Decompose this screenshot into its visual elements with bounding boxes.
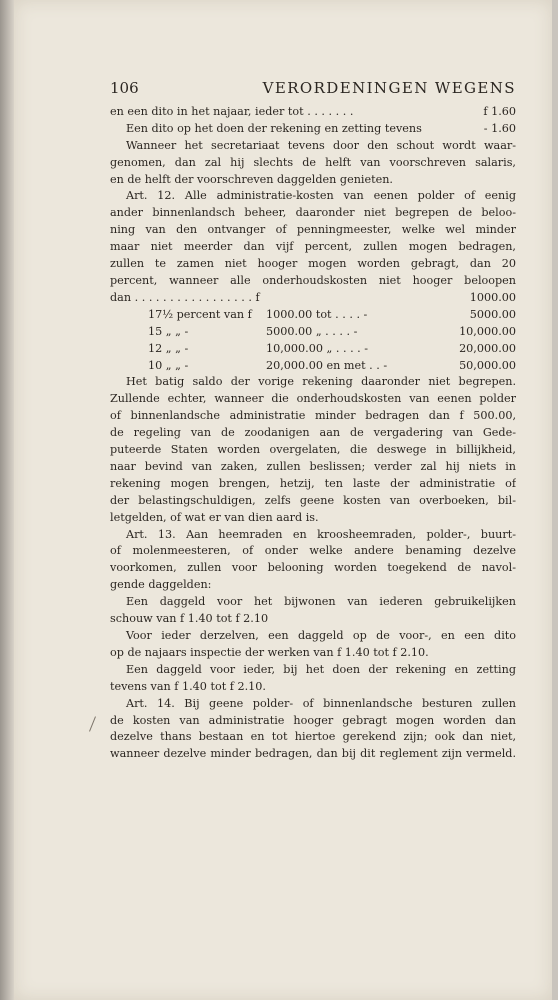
text-line: Art. 13. Aan heemraden en kroosheemraden, polder-, buurt- [126, 527, 516, 541]
line-left-text: en een dito in het najaar, ieder tot . . . . . . . [110, 104, 354, 118]
text-line [110, 104, 516, 121]
body-text-part-2 [110, 374, 516, 763]
text-line: Zullende echter, wanneer die onderhoudskosten van eenen polder [110, 392, 516, 406]
text-line [110, 121, 516, 138]
percentage-table [110, 307, 516, 375]
text-line: de kosten van administratie hooger gebragt mogen worden dan [110, 713, 516, 727]
rate-column: 12 „ „ - [148, 341, 189, 355]
text-line: de regeling van de zoodanigen aan de vergadering van Gede- [110, 426, 516, 440]
text-line: wanneer dezelve minder bedragen, dan bij dit reglement zijn vermeld. [110, 747, 516, 761]
limit-column: 5000.00 [469, 307, 516, 321]
text-line: ander binnenlandsch beheer, daaronder niet begrepen de beloo- [110, 206, 516, 220]
line-amount: f 1.60 [483, 104, 516, 118]
text-line: en de helft der voorschreven daggelden genieten. [110, 172, 393, 186]
text-line: Een daggeld voor ieder, bij het doen der rekening en zetting [126, 662, 516, 676]
text-line: puteerde Staten worden overgelaten, die deswege in billijkheid, [110, 443, 516, 457]
range-column: 1000.00 tot . . . . - [266, 307, 368, 321]
range-column: 5000.00 „ . . . . - [266, 324, 358, 338]
text-line: maar niet meerder dan vijf percent, zullen mogen bedragen, [110, 240, 516, 254]
limit-column: 20,000.00 [459, 341, 516, 355]
text-line: op de najaars inspectie der werken van f 1.40 tot f 2.10. [110, 645, 429, 659]
text-line: ning van den ontvanger of penningmeester, welke wel minder [110, 223, 516, 237]
body-text-part-1 [110, 104, 516, 307]
page-number: 106 [110, 79, 139, 97]
text-line: Een daggeld voor het bijwonen van iederen gebruikelijken [126, 595, 516, 609]
limit-column: 10,000.00 [459, 324, 516, 338]
text-line: Art. 14. Bij geene polder- of binnenlandsche besturen zullen [126, 696, 516, 710]
text-line: der belastingschuldigen, zelfs geene kosten van overboeken, bil- [110, 493, 516, 507]
text-line: naar bevind van zaken, zullen beslissen; verder zal hij niets in [110, 459, 516, 473]
line-amount: - 1.60 [483, 121, 516, 135]
line-amount: 1000.00 [469, 290, 516, 304]
text-line: schouw van f 1.40 tot f 2.10 [110, 612, 269, 626]
book-spine-shadow [0, 0, 14, 1000]
rate-column: 15 „ „ - [148, 324, 189, 338]
table-row [148, 341, 516, 358]
page-header [110, 80, 516, 97]
text-line: rekening mogen brengen, hetzij, ten laste der administratie of [110, 476, 516, 490]
text-line: Art. 12. Alle administratie-kosten van eenen polder of eenig [126, 189, 516, 203]
text-line: Voor ieder derzelven, een daggeld op de voor-, en een dito [126, 629, 516, 642]
text-line: tevens van f 1.40 tot f 2.10. [110, 679, 266, 693]
rate-column: 10 „ „ - [148, 358, 189, 372]
text-line: Het batig saldo der vorige rekening daaronder niet begrepen. [126, 375, 516, 389]
table-row [148, 324, 516, 341]
text-line: percent, wanneer alle onderhoudskosten niet hooger beloopen [110, 273, 516, 287]
text-line: gende daggelden: [110, 578, 212, 592]
table-row [148, 307, 516, 324]
range-column: 20,000.00 en met . . - [266, 358, 388, 372]
running-title: VERORDENINGEN WEGENS [262, 79, 516, 97]
range-column: 10,000.00 „ . . . . - [266, 341, 369, 355]
text-line: genomen, dan zal hij slechts de helft van voorschreven salaris, [110, 155, 516, 169]
text-line: letgelden, of wat er van dien aard is. [110, 510, 319, 524]
rate-column: 17½ percent van f [148, 307, 252, 321]
line-left-text: dan . . . . . . . . . . . . . . . . . f [110, 290, 260, 304]
text-line: zullen te zamen niet hooger mogen worden gebragt, dan 20 [110, 257, 516, 271]
text-line: Wanneer het secretariaat tevens door den schout wordt waar- [126, 138, 516, 152]
text-line: dezelve thans bestaan en tot hiertoe gerekend zijn; ook dan niet, [110, 730, 516, 744]
text-line: voorkomen, zullen voor belooning worden toegekend de navol- [110, 561, 516, 575]
table-row [148, 358, 516, 375]
limit-column: 50,000.00 [459, 358, 516, 372]
page-text-block [110, 80, 516, 763]
text-line: of molenmeesteren, of onder welke andere benaming dezelve [110, 544, 516, 558]
line-left-text: Een dito op het doen der rekening en zetting tevens [126, 121, 422, 135]
text-line [110, 290, 516, 307]
text-line: of binnenlandsche administratie minder bedragen dan f 500.00, [110, 409, 516, 423]
